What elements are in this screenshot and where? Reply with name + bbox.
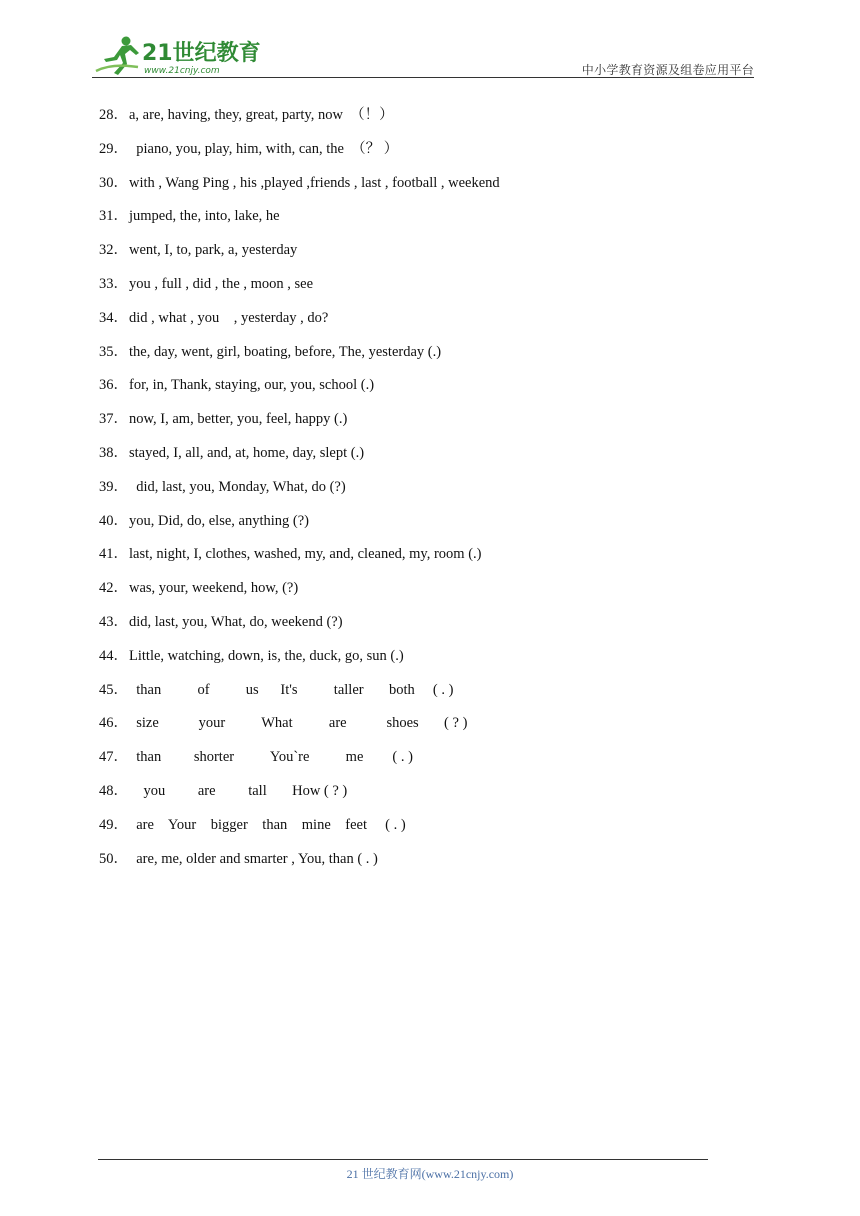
question-text: are, me, older and smarter , You, than ( . ) bbox=[129, 850, 378, 867]
question-item bbox=[99, 441, 779, 475]
question-text: size your What are shoes ( ? ) bbox=[129, 715, 468, 732]
question-number: 47． bbox=[99, 749, 128, 766]
question-number: 28． bbox=[99, 107, 128, 123]
question-item bbox=[99, 171, 779, 205]
question-number: 31． bbox=[99, 208, 128, 225]
question-item bbox=[99, 542, 779, 576]
question-number: 39． bbox=[99, 478, 128, 495]
question-number: 35． bbox=[99, 343, 128, 360]
question-text: went, I, to, park, a, yesterday bbox=[129, 242, 298, 259]
question-item bbox=[99, 610, 779, 644]
question-text: jumped, the, into, lake, he bbox=[129, 208, 280, 225]
question-item bbox=[99, 373, 779, 407]
question-text: was, your, weekend, how, (?) bbox=[129, 580, 299, 597]
question-number: 30． bbox=[99, 174, 128, 191]
question-number: 43． bbox=[99, 613, 128, 630]
question-text: now, I, am, better, you, feel, happy (.) bbox=[129, 411, 348, 428]
question-number: 45． bbox=[99, 681, 128, 698]
question-item bbox=[99, 407, 779, 441]
question-text: than of us It's taller both ( . ) bbox=[129, 681, 454, 698]
question-item bbox=[99, 340, 779, 374]
question-text: the, day, went, girl, boating, before, The, yesterday (.) bbox=[129, 343, 442, 360]
question-text: than shorter You`re me ( . ) bbox=[129, 749, 413, 766]
question-number: 42． bbox=[99, 580, 128, 597]
question-number: 44． bbox=[99, 647, 128, 664]
question-item bbox=[99, 204, 779, 238]
question-item bbox=[99, 576, 779, 610]
question-text: you, Did, do, else, anything (?) bbox=[129, 512, 310, 529]
question-text: Little, watching, down, is, the, duck, go, sun (.) bbox=[129, 647, 404, 664]
question-text: stayed, I, all, and, at, home, day, slept (.) bbox=[129, 444, 365, 461]
question-item bbox=[99, 813, 779, 847]
question-item bbox=[99, 475, 779, 509]
question-text: you , full , did , the , moon , see bbox=[129, 275, 314, 292]
running-man-logo-icon bbox=[92, 33, 262, 77]
question-number: 37． bbox=[99, 411, 128, 428]
question-item bbox=[99, 509, 779, 543]
question-number: 32． bbox=[99, 242, 128, 259]
question-item bbox=[99, 745, 779, 779]
question-text: for, in, Thank, staying, our, you, school (.) bbox=[129, 377, 375, 394]
header-divider bbox=[92, 77, 754, 78]
question-number: 29． bbox=[99, 140, 128, 157]
page-header bbox=[0, 0, 860, 80]
question-text: piano, you, play, him, with, can, the （？ ） bbox=[129, 140, 399, 157]
site-logo bbox=[92, 33, 262, 77]
question-item bbox=[99, 306, 779, 340]
question-item bbox=[99, 272, 779, 306]
question-text: did , what , you , yesterday , do? bbox=[129, 309, 329, 326]
question-number: 33． bbox=[99, 275, 128, 292]
question-item bbox=[99, 711, 779, 745]
question-list bbox=[99, 103, 779, 880]
question-number: 36． bbox=[99, 377, 128, 394]
footer-divider bbox=[98, 1159, 708, 1160]
svg-text:21世纪教育: 21世纪教育 bbox=[142, 41, 261, 66]
question-item bbox=[99, 779, 779, 813]
footer-source: 21 世纪教育网(www.21cnjy.com) bbox=[346, 1167, 514, 1181]
question-item bbox=[99, 847, 779, 881]
question-number: 46． bbox=[99, 715, 128, 732]
question-text: a, are, having, they, great, party, now （！） bbox=[129, 107, 394, 123]
question-number: 38． bbox=[99, 444, 128, 461]
question-item bbox=[99, 137, 779, 171]
question-text: you are tall How ( ? ) bbox=[129, 782, 348, 799]
question-number: 41． bbox=[99, 546, 128, 563]
question-number: 48． bbox=[99, 782, 128, 799]
question-text: are Your bigger than mine feet ( . ) bbox=[129, 816, 406, 833]
question-item bbox=[99, 678, 779, 712]
question-number: 50． bbox=[99, 850, 128, 867]
question-item bbox=[99, 238, 779, 272]
question-text: did, last, you, What, do, weekend (?) bbox=[129, 613, 343, 630]
question-text: with , Wang Ping , his ,played ,friends , last , football , weekend bbox=[129, 174, 500, 191]
question-item bbox=[99, 644, 779, 678]
svg-text:www.21cnjy.com: www.21cnjy.com bbox=[144, 66, 220, 76]
question-item bbox=[99, 103, 779, 137]
question-number: 34． bbox=[99, 309, 128, 326]
question-number: 49． bbox=[99, 816, 128, 833]
question-text: did, last, you, Monday, What, do (?) bbox=[129, 478, 346, 495]
platform-tagline: 中小学教育资源及组卷应用平台 bbox=[581, 63, 754, 77]
question-number: 40． bbox=[99, 512, 128, 529]
question-text: last, night, I, clothes, washed, my, and, cleaned, my, room (.) bbox=[129, 546, 482, 563]
